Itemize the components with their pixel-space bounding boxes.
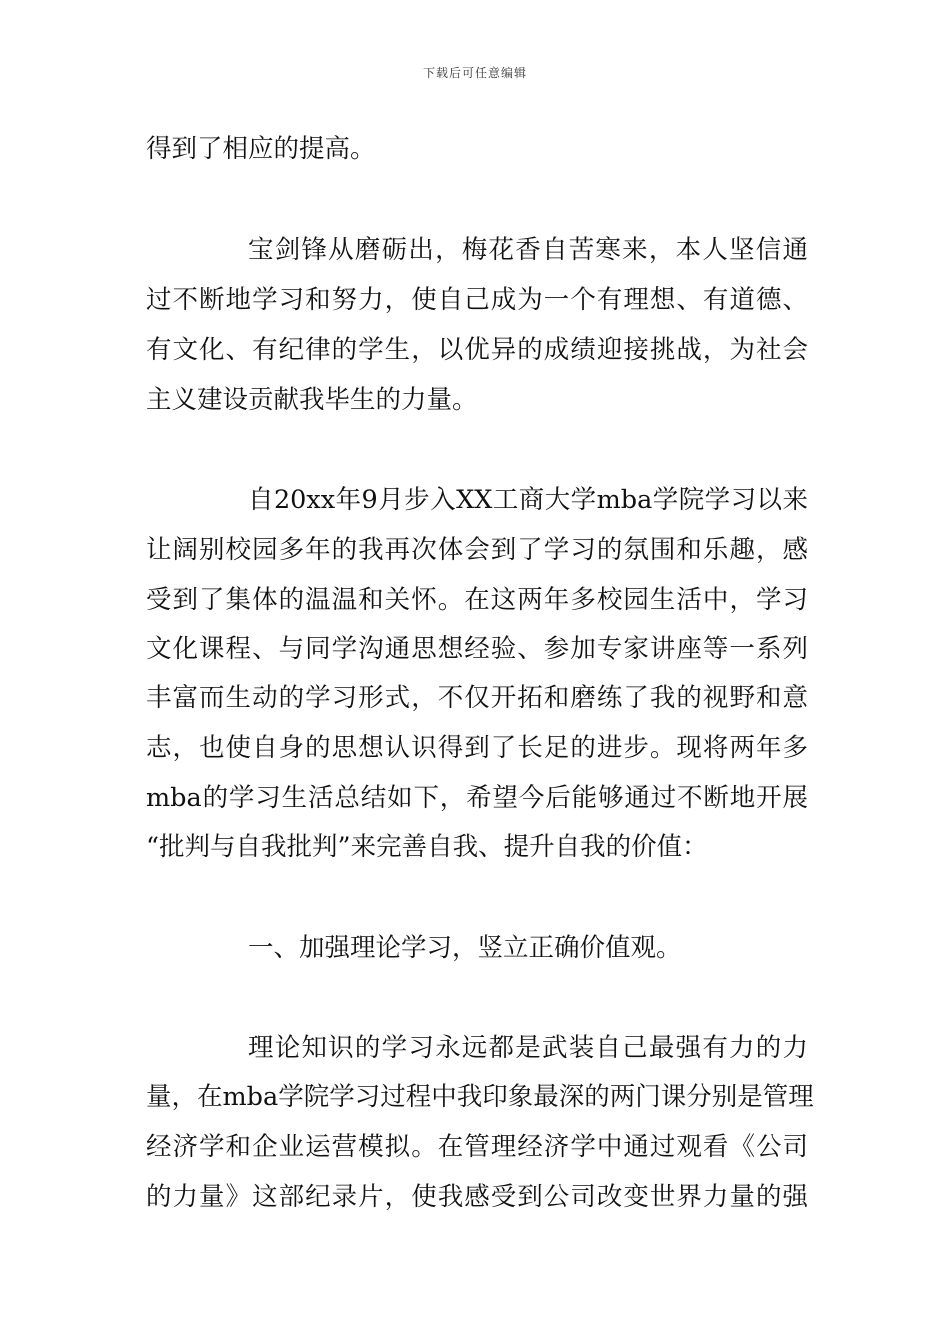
paragraph-line: 丰富而生动的学习形式，不仅开拓和磨练了我的视野和意 [146,683,808,713]
paragraph-line: 宝剑锋从磨砺出，梅花香自苦寒来，本人坚信通 [248,235,808,265]
paragraph-line: 经济学和企业运营模拟。在管理经济学中通过观看《公司 [146,1132,808,1162]
paragraph-line: 受到了集体的温温和关怀。在这两年多校园生活中，学习 [146,585,808,615]
paragraph-line: 理论知识的学习永远都是武装自己最强有力的力 [248,1033,808,1063]
paragraph-line: 让阔别校园多年的我再次体会到了学习的氛围和乐趣，感 [146,535,808,565]
paragraph-line: 过不断地学习和努力，使自己成为一个有理想、有道德、 [146,285,808,315]
paragraph-line: 量，在mba学院学习过程中我印象最深的两门课分别是管理 [146,1082,814,1112]
paragraph-line: 主义建设贡献我毕生的力量。 [146,385,478,415]
paragraph-line: 志，也使自身的思想认识得到了长足的进步。现将两年多 [146,733,808,763]
paragraph-line: mba的学习生活总结如下，希望今后能够通过不断地开展 [146,783,808,813]
paragraph-line: “批判与自我批判”来完善自我、提升自我的价值： [146,832,708,862]
paragraph-line: 得到了相应的提高。 [146,134,376,164]
page-header: 下载后可任意编辑 [422,66,527,80]
paragraph-line: 文化课程、与同学沟通思想经验、参加专家讲座等一系列 [146,634,808,664]
section-heading: 一、加强理论学习，竖立正确价值观。 [248,933,682,963]
paragraph-line: 的力量》这部纪录片，使我感受到公司改变世界力量的强 [146,1182,808,1212]
paragraph-line: 自20xx年9月步入XX工商大学mba学院学习以来 [248,485,808,515]
paragraph-line: 有文化、有纪律的学生，以优异的成绩迎接挑战，为社会 [146,335,808,365]
